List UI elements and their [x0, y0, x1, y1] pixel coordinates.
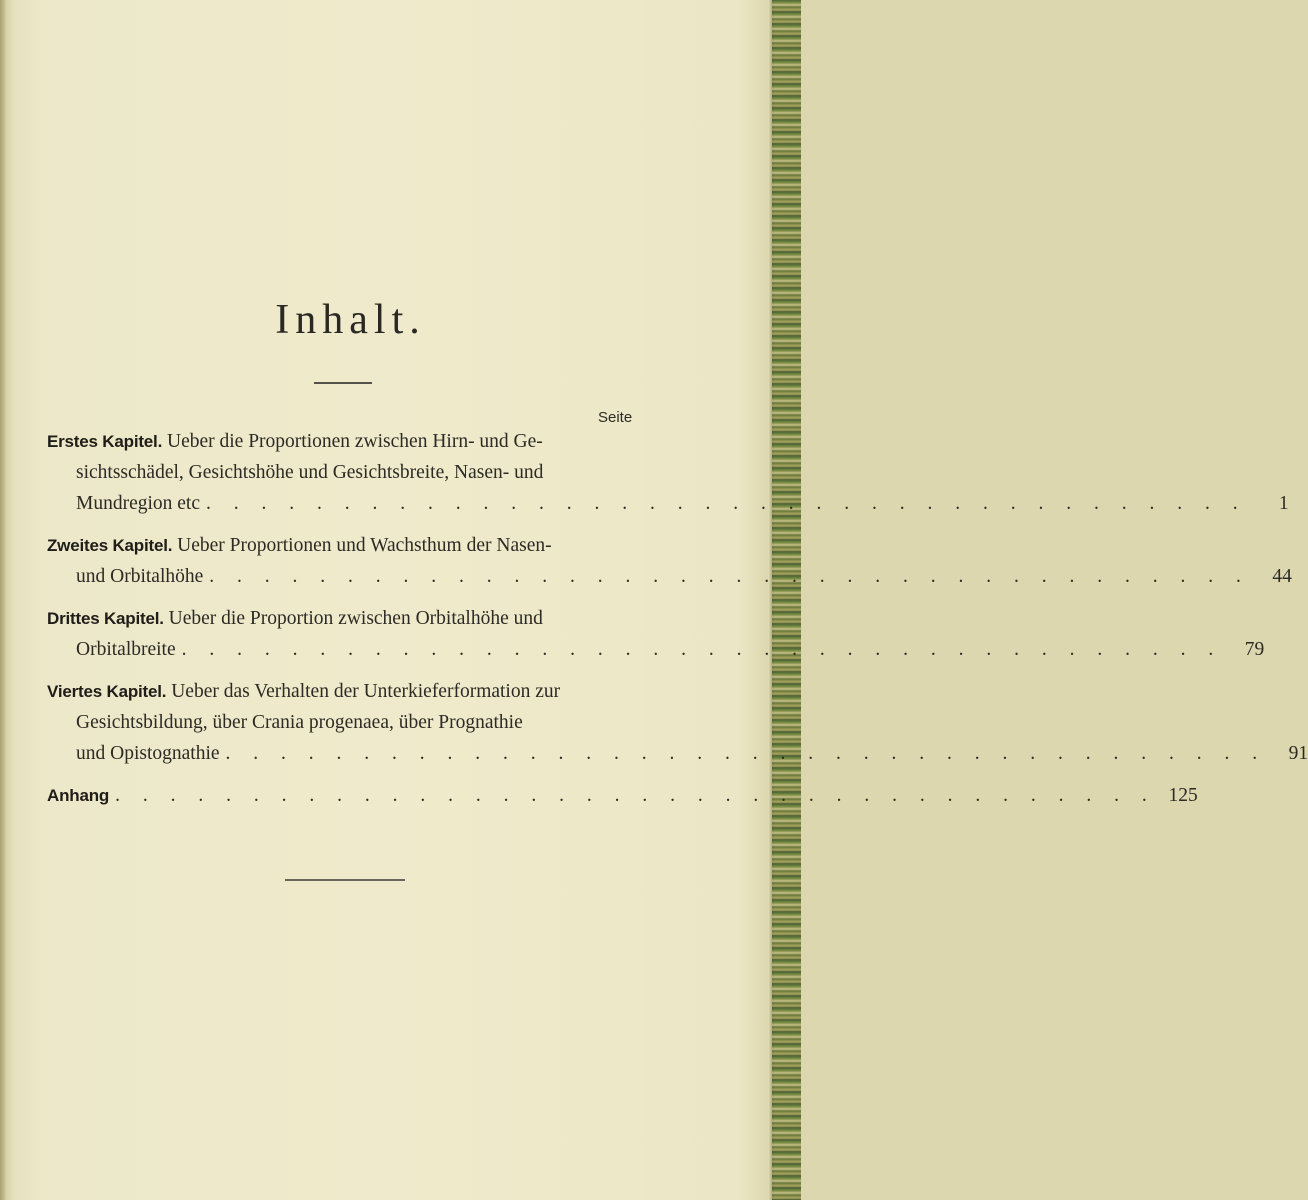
dot-leader: . . . . . . . . . . . . . . . . . . . . . . . . . . . . . . . . . . . . . .	[115, 785, 1156, 806]
toc-entry-last-line	[47, 780, 1198, 811]
toc-entry-text: Gesichtsbildung, über Crania progenaea, über Prognathie	[76, 712, 523, 733]
toc-entry-chapter-4[interactable]	[47, 676, 1308, 769]
toc-entry-label: Erstes Kapitel.	[47, 432, 163, 451]
toc-page-number: 44	[1272, 566, 1292, 587]
toc-entry-chapter-2[interactable]	[47, 530, 1292, 592]
toc-entry-line	[47, 426, 642, 457]
toc-page-number: 1	[1278, 493, 1289, 514]
toc-entry-line	[47, 457, 642, 488]
toc-entry-text: Mundregion etc	[76, 493, 201, 514]
toc-entry-text: und Orbitalhöhe	[76, 566, 204, 587]
toc-entry-last-line	[47, 561, 1292, 592]
dot-leader: . . . . . . . . . . . . . . . . . . . . . . . . . . . . . . . . . . . . . .	[225, 743, 1267, 764]
toc-entry-label: Anhang	[47, 786, 110, 805]
page-column-header: Seite	[598, 409, 633, 426]
title-divider	[314, 382, 372, 384]
toc-entry-line	[47, 707, 642, 738]
bottom-divider	[285, 879, 405, 881]
toc-entry-text: sichtsschädel, Gesichtshöhe und Gesichtsbreite, Nasen- und	[76, 462, 544, 483]
toc-entry-text: Orbitalbreite	[76, 639, 176, 660]
toc-page-number: 79	[1244, 639, 1265, 660]
book-spine-edge	[772, 0, 801, 1200]
toc-entry-chapter-1[interactable]	[47, 426, 1289, 519]
toc-entry-line	[47, 603, 642, 634]
toc-page-number: 91	[1288, 743, 1308, 764]
toc-page-number: 125	[1168, 785, 1198, 806]
dot-leader: . . . . . . . . . . . . . . . . . . . . . . . . . . . . . . . . . . . . . .	[181, 639, 1223, 660]
toc-entry-text: Ueber Proportionen und Wachsthum der Nasen-	[177, 535, 552, 556]
toc-entry-label: Viertes Kapitel.	[47, 682, 167, 701]
toc-entry-line	[47, 530, 642, 561]
toc-entry-text: Ueber die Proportion zwischen Orbitalhöhe und	[168, 608, 543, 629]
toc-entry-text: Ueber das Verhalten der Unterkieferformation zur	[171, 681, 561, 702]
toc-entry-text: Ueber die Proportionen zwischen Hirn- und Ge-	[166, 431, 543, 452]
toc-entry-label: Zweites Kapitel.	[47, 536, 173, 555]
table-of-contents	[47, 426, 1308, 811]
toc-entry-last-line	[47, 634, 1265, 665]
dot-leader: . . . . . . . . . . . . . . . . . . . . . . . . . . . . . . . . . . . . . .	[209, 566, 1250, 587]
toc-entry-chapter-3[interactable]	[47, 603, 1265, 665]
toc-entry-last-line	[47, 488, 1289, 519]
dot-leader: . . . . . . . . . . . . . . . . . . . . . . . . . . . . . . . . . . . . . .	[206, 493, 1247, 514]
page-title: Inhalt.	[275, 297, 426, 343]
toc-entry-label: Drittes Kapitel.	[47, 609, 164, 628]
toc-entry-line	[47, 676, 642, 707]
toc-entry-text: und Opistognathie	[76, 743, 220, 764]
toc-entry-appendix[interactable]	[47, 780, 1198, 811]
page-left-edge	[0, 0, 6, 1200]
toc-entry-last-line	[47, 738, 1308, 769]
